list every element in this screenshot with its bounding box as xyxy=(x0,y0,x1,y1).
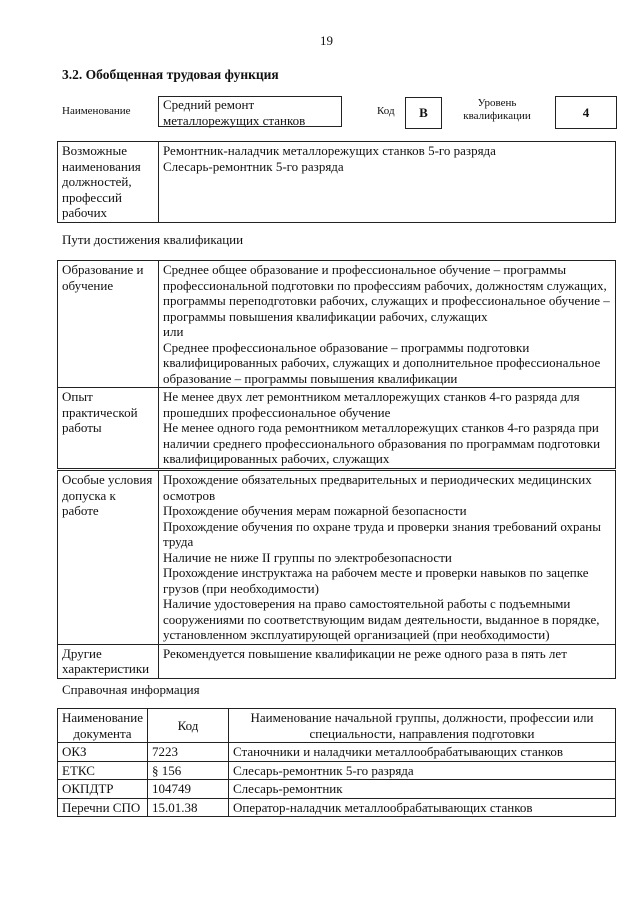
cell: Слесарь-ремонтник xyxy=(229,780,616,799)
line: Наличие удостоверения на право самостоятельной работы с подъемными сооружениями по соответствующим видам деятельности, выданное в порядке, установленном эксплуатирующей организацией (при необходимости) xyxy=(163,596,600,642)
cell: 15.01.38 xyxy=(148,798,229,817)
line: Среднее профессиональное образование – программы подготовки квалифицированных рабочих, служащих и дополнительное профессиональное образование – программы повышения квалификации xyxy=(163,339,601,386)
line: Прохождение инструктажа на рабочем месте и проверки навыков по зацепке грузов (при необходимости) xyxy=(163,565,589,596)
header-cell: Код xyxy=(148,709,229,743)
line: Прохождение обязательных предварительных и периодических медицинских осмотров xyxy=(163,472,592,503)
cell: Слесарь-ремонтник 5-го разряда xyxy=(229,761,616,780)
header-cell: Наименование документа xyxy=(58,709,148,743)
cell: 104749 xyxy=(148,780,229,799)
level-label: Уровень квалификации xyxy=(463,97,531,122)
line: Прохождение обучения по охране труда и проверки знания требований охраны труда xyxy=(163,518,601,549)
code-label: Код xyxy=(377,105,395,117)
name-value: Средний ремонт металлорежущих станков xyxy=(158,96,342,127)
line: Не менее одного года ремонтником металлорежущих станков 4-го разряда при наличии среднего профессионального образования по программам подготовки квалифицированных рабочих, служащих xyxy=(163,420,601,466)
reference-table xyxy=(57,708,616,817)
experience-label: Опыт практической работы xyxy=(58,388,159,469)
cell: 7223 xyxy=(148,743,229,762)
page-number: 19 xyxy=(320,33,333,48)
paths-title: Пути достижения квалификации xyxy=(62,232,244,247)
possible-names-label: Возможные наименования должностей, профессий рабочих xyxy=(58,142,159,223)
conditions-table xyxy=(57,470,616,679)
possible-names-table xyxy=(57,141,616,223)
line: Среднее общее образование и профессиональное обучение – программы профессиональной подготовки по профессиям рабочих, должностям служащих, программы переподготовки рабочих, служащих и профессиональное обучение – программы повышения квалификации рабочих, служащих xyxy=(163,262,610,324)
table-row xyxy=(58,780,616,799)
cell: § 156 xyxy=(148,761,229,780)
table-row xyxy=(58,761,616,780)
cell: ОКПДТР xyxy=(58,780,148,799)
other-label: Другие характеристики xyxy=(58,644,159,678)
cell: ЕТКС xyxy=(58,761,148,780)
special-label: Особые условия допуска к работе xyxy=(58,471,159,645)
line: Ремонтник-наладчик металлорежущих станков 5-го разряда xyxy=(163,143,496,158)
cell: Оператор-наладчик металлообрабатывающих станков xyxy=(229,798,616,817)
line: или xyxy=(163,324,184,339)
name-label: Наименование xyxy=(62,105,131,117)
line: Слесарь-ремонтник 5-го разряда xyxy=(163,158,344,174)
cell: Станочники и наладчики металлообрабатывающих станков xyxy=(229,743,616,762)
line: Не менее двух лет ремонтником металлорежущих станков 4-го разряда для прошедших профессиональное обучение xyxy=(163,389,580,420)
cell: Перечни СПО xyxy=(58,798,148,817)
cell: ОКЗ xyxy=(58,743,148,762)
line: Прохождение обучения мерам пожарной безопасности xyxy=(163,503,467,518)
table-row xyxy=(58,798,616,817)
education-label: Образование и обучение xyxy=(58,261,159,388)
paths-table xyxy=(57,260,616,469)
table-row xyxy=(58,743,616,762)
reference-title: Справочная информация xyxy=(62,682,200,697)
line: Наличие не ниже II группы по электробезопасности xyxy=(163,549,452,565)
level-value: 4 xyxy=(555,96,617,129)
header-cell: Наименование начальной группы, должности, профессии или специальности, направления подготовки xyxy=(229,709,616,743)
section-heading: 3.2. Обобщенная трудовая функция xyxy=(62,67,279,82)
other-value: Рекомендуется повышение квалификации не реже одного раза в пять лет xyxy=(159,644,616,678)
code-value: В xyxy=(405,97,442,129)
